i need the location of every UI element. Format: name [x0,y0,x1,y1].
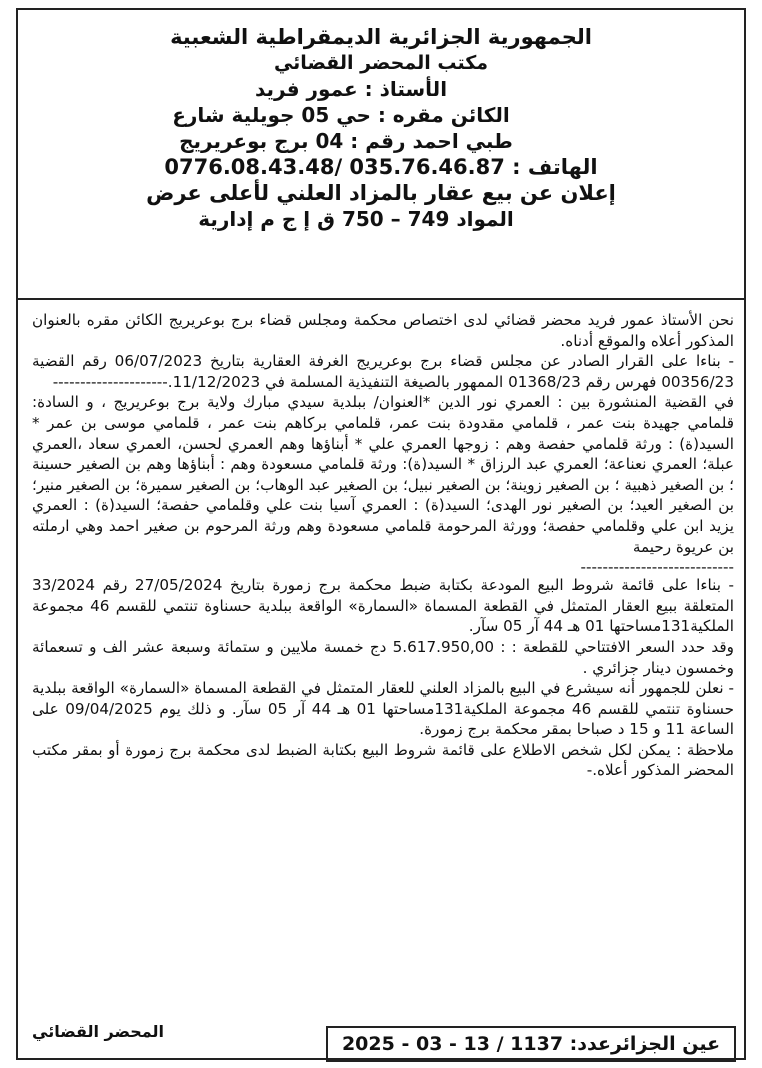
conditions-paragraph: - بناءا على قائمة شروط البيع المودعة بكتابة ضبط محكمة برج زمورة بتاريخ 27/05/2024 رقم 33/2024 المتعلقة ببيع العقار المتمثل في القطعة المسماة «السمارة» الواقعة ببلدية حسناوة تنتمي للقسم 46 مجموعة الملكية131مساحتها 01 هـ 44 آر 05 سآر. [32,576,734,636]
notice-header [18,10,744,232]
notice-body [32,310,734,781]
office-address-line-2: طبي احمد رقم : 04 برج بوعريريج [179,129,513,153]
parties-paragraph: في القضية المنشورة بين : العمري نور الدين *العنوان/ ببلدية سيدي مبارك ولاية برج بوعريريج ، و السادة: قلمامي جهيدة بنت عمر ، قلمامي مقدودة بنت عمر، قلمامي بركاهم بنت عمر ، قلمامي موسى بن عمر * السيد(ة) : ورثة قلمامي حفصة وهم : زوجها العمري علي * أبناؤها وهم العمري لحسن، العمري سعاد ،العمري عبلة؛ العمري نعناعة؛ العمري عبد الرزاق * السيد(ة): ورثة قلمامي مسعودة وهم : أبناؤها وهم بن الصغير حسينة ؛ بن الصغير ذهبية ؛ بن الصغير زوينة؛ بن الصغير نبيل؛ بن الصغير عبد الوهاب؛ بن الصغير سميرة؛ بن الصغير منير؛ بن الصغير العيد؛ بن الصغير نور الهدى؛ السيد(ة) : العمري آسيا بنت علي وقلمامي حفصة؛ السيد(ة) : العمري يزيد ابن علي وقلمامي حفصة؛ وورثة المرحومة قلمامي مسعودة وهم ورثة المرحوم بن صغير احمد وهي ارملته بن عريوة رحيمة [32,393,734,556]
notice-frame [16,8,746,1060]
bailiff-name: الأستاذ : عمور فريد [254,77,448,101]
section-divider: ---------------------------- [580,558,734,576]
signature: المحضر القضائي [32,1022,165,1041]
header-divider [18,298,744,300]
publication-stamp: عين الجزائرعدد: 1137 / 13 - 03 - 2025 [326,1026,736,1062]
price-paragraph: وقد حدد السعر الافتتاحي للقطعة : : 5.617.950,00 دج خمسة ملايين و ستمائة وسبعة عشر الف و تسعمائة وخمسون دينار جزائري . [32,637,734,677]
legal-articles: المواد 749 – 750 ق إ ج م إدارية [198,207,514,231]
notice-title: إعلان عن بيع عقار بالمزاد العلني لأعلى عرض [146,181,616,205]
auction-announcement: - نعلن للجمهور أنه سيشرع في البيع بالمزاد العلني للعقار المتمثل في القطعة المسماة «السمارة» الواقعة ببلدية حسناوة تنتمي للقسم 46 مجموعة الملكية131مساحتها 01 هـ 44 آر 05 سآر. و ذلك يوم 09/04/2025 على الساعة 11 و 15 د صباحا بمقر محكمة برج زمورة. [32,679,735,739]
office-title: مكتب المحضر القضائي [273,52,489,74]
intro-paragraph: نحن الأستاذ عمور فريد محضر قضائي لدى اختصاص محكمة ومجلس قضاء برج بوعريريج الكائن مقره بالعنوان المذكور أعلاه والموقع أدناه. [32,311,734,350]
decision-paragraph: - بناءا على القرار الصادر عن مجلس قضاء برج بوعريريج الغرفة العقارية بتاريخ 06/07/2023 رقم القضية 00356/23 فهرس رقم 01368/23 الممهور بالصيغة التنفيذية المسلمة في 11/12/2023.--------------------- [32,352,734,391]
office-address-line-1: الكائن مقره : حي 05 جويلية شارع [172,103,510,127]
republic-title: الجمهورية الجزائرية الديمقراطية الشعبية [170,25,592,49]
office-phone: الهاتف : 035.76.46.87 /0776.08.43.48 [164,155,598,179]
note-paragraph: ملاحظة : يمكن لكل شخص الاطلاع على قائمة شروط البيع بكتابة الضبط لدى محكمة برج زمورة أو بمقر مكتب المحضر المذكور أعلاه.- [32,740,734,780]
